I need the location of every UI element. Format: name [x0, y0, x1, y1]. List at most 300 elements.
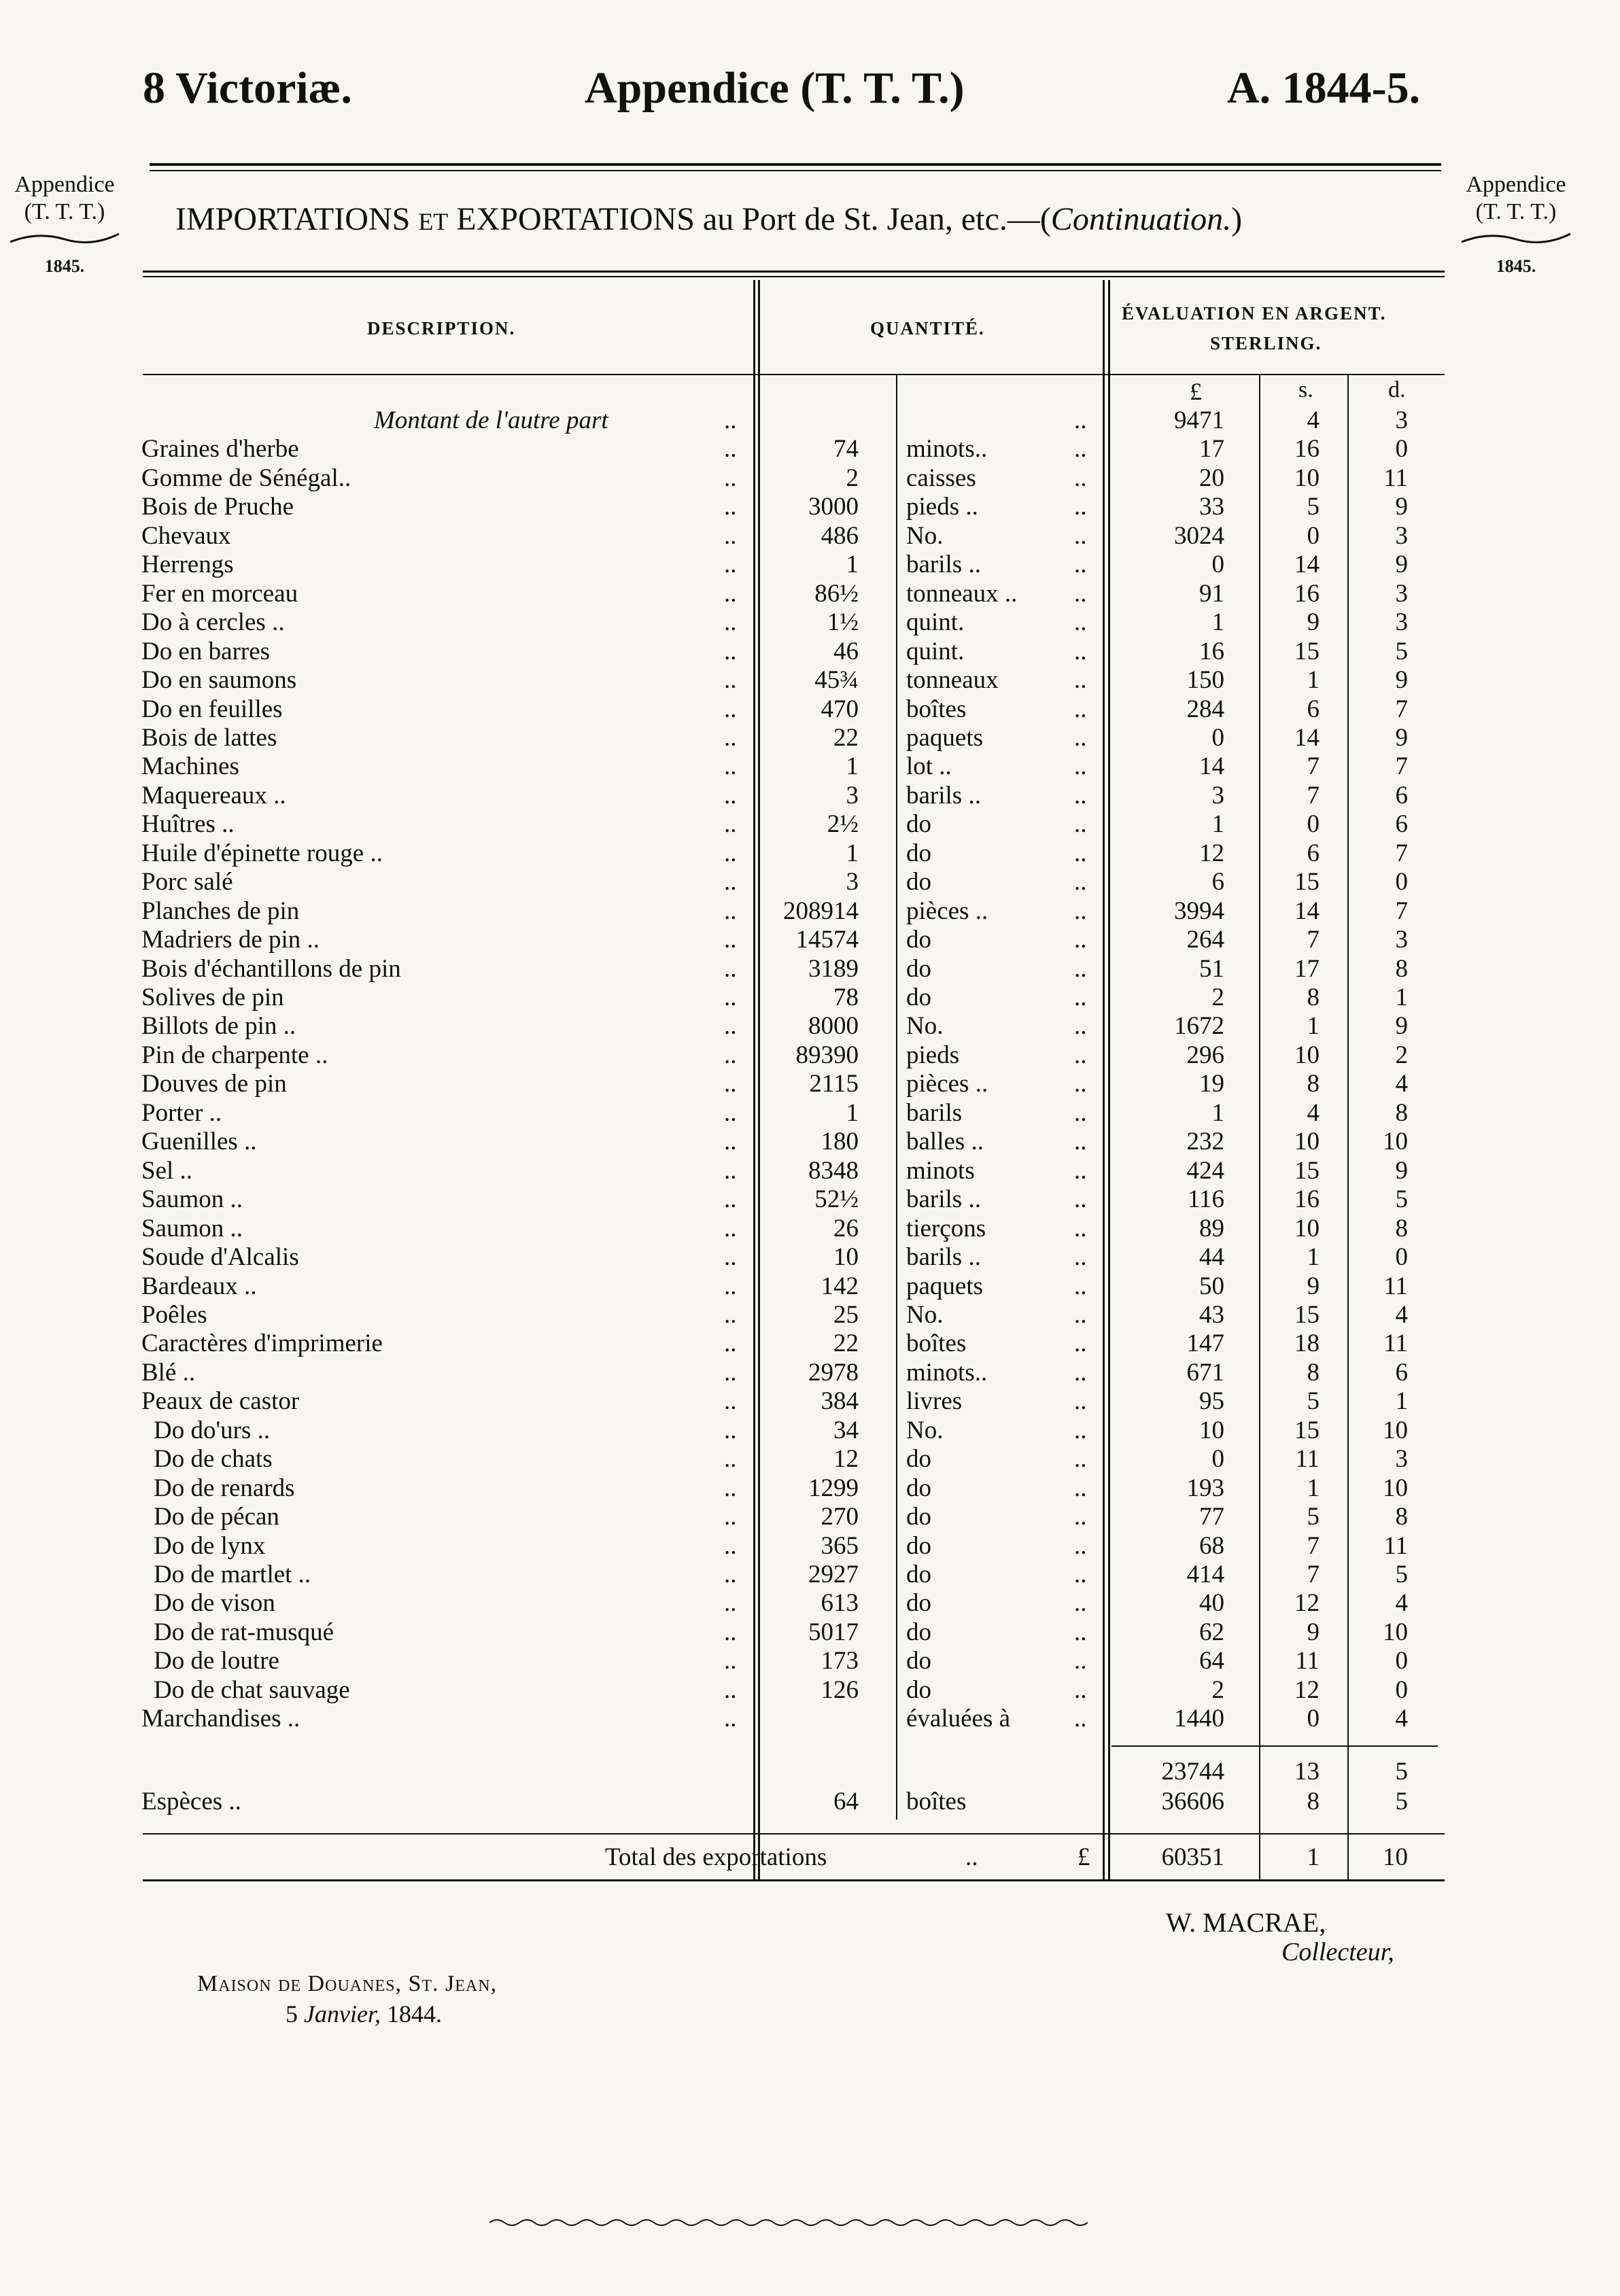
place-line1: Maison de Douanes, St. Jean, — [197, 1971, 498, 1996]
row-pounds: 1 — [1211, 810, 1224, 838]
row-description: Do de renards — [154, 1474, 295, 1502]
row-unit: barils .. — [906, 1185, 981, 1213]
total-rule-top — [143, 1833, 1445, 1834]
especes-shillings: 8 — [1307, 1788, 1320, 1815]
table-row — [0, 435, 1620, 464]
row-leader-dots: .. — [724, 464, 737, 492]
row-leader-dots: .. — [724, 666, 737, 694]
row-pounds: 20 — [1199, 464, 1224, 492]
row-pounds: 14 — [1199, 752, 1224, 780]
row-pence: 9 — [1395, 1157, 1408, 1185]
row-leader-dots: .. — [724, 839, 737, 867]
swash-icon — [7, 230, 122, 246]
row-pence: 3 — [1395, 608, 1408, 636]
row-pence: 11 — [1383, 1329, 1408, 1357]
row-shillings: 8 — [1307, 1070, 1320, 1098]
table-row — [0, 1099, 1620, 1128]
row-unit: No. — [906, 1416, 944, 1444]
table-row — [0, 1243, 1620, 1272]
shillings-heading: s. — [1298, 377, 1313, 402]
row-leader-dots: .. — [724, 580, 737, 608]
row-pounds: 3024 — [1174, 522, 1224, 550]
row-description: Huile d'épinette rouge .. — [141, 839, 383, 867]
row-leader-dots: .. — [1074, 695, 1087, 723]
row-description: Chevaux — [141, 522, 231, 550]
title-part2: EXPORTATIONS au Port de St. Jean, etc.—( — [456, 201, 1051, 237]
title-rule — [143, 271, 1445, 273]
row-pence: 11 — [1383, 464, 1408, 492]
row-pence: 7 — [1395, 839, 1408, 867]
row-leader-dots: .. — [1074, 1215, 1087, 1242]
row-pounds: 0 — [1211, 551, 1224, 578]
row-pounds: 64 — [1199, 1647, 1224, 1675]
side-label-text: Appendice — [1466, 172, 1566, 197]
row-pence: 0 — [1395, 868, 1408, 896]
row-quantity: 25 — [833, 1301, 859, 1329]
row-quantity: 2927 — [808, 1561, 859, 1588]
row-leader-dots: .. — [1074, 551, 1087, 578]
row-pounds: 12 — [1199, 839, 1224, 867]
column-description: DESCRIPTION. — [367, 318, 516, 338]
row-unit: No. — [906, 1012, 944, 1040]
row-leader-dots: .. — [724, 782, 737, 810]
row-leader-dots: .. — [724, 1676, 737, 1704]
title-continuation: Continuation. — [1050, 201, 1232, 237]
table-row — [0, 1474, 1620, 1503]
row-description: Do en saumons — [141, 666, 297, 694]
table-row — [0, 782, 1620, 810]
row-leader-dots: .. — [1074, 782, 1087, 810]
table-row — [0, 1561, 1620, 1589]
row-quantity: 2½ — [827, 810, 859, 838]
pence-heading: d. — [1388, 377, 1406, 402]
row-pounds: 95 — [1199, 1387, 1224, 1415]
row-shillings: 9 — [1307, 608, 1320, 636]
row-pounds: 3 — [1211, 782, 1224, 810]
row-leader-dots: .. — [1074, 608, 1087, 636]
row-pence: 7 — [1395, 695, 1408, 723]
row-shillings: 5 — [1307, 493, 1320, 521]
row-pounds: 19 — [1199, 1070, 1224, 1098]
row-shillings: 15 — [1294, 1157, 1320, 1185]
row-pounds: 1 — [1211, 608, 1224, 636]
row-description: Planches de pin — [141, 897, 300, 925]
table-row — [0, 1647, 1620, 1675]
row-pounds: 3994 — [1174, 897, 1224, 925]
row-quantity: 180 — [821, 1128, 859, 1155]
row-pence: 5 — [1395, 1185, 1408, 1213]
row-pounds: 232 — [1186, 1128, 1224, 1155]
row-shillings: 5 — [1307, 1387, 1320, 1415]
row-quantity: 10 — [833, 1243, 859, 1271]
row-unit: do — [906, 1474, 931, 1502]
colhead-rule — [143, 374, 1445, 375]
row-quantity: 142 — [821, 1272, 859, 1300]
row-shillings: 5 — [1307, 1503, 1320, 1531]
row-leader-dots: .. — [724, 406, 737, 434]
row-leader-dots: .. — [1074, 1070, 1087, 1098]
row-quantity: 3000 — [808, 493, 859, 521]
especes-desc: Espèces .. — [141, 1788, 241, 1815]
row-pounds: 1672 — [1174, 1012, 1224, 1040]
row-pence: 4 — [1395, 1589, 1408, 1617]
table-row — [0, 608, 1620, 637]
column-quantite: QUANTITÉ. — [870, 318, 985, 338]
row-description: Peaux de castor — [141, 1387, 300, 1415]
row-unit: caisses — [906, 464, 976, 492]
especes-pence: 5 — [1395, 1788, 1408, 1815]
row-leader-dots: .. — [1074, 464, 1087, 492]
swash-icon — [1458, 230, 1574, 246]
row-quantity: 2 — [846, 464, 859, 492]
row-description: Do de chat sauvage — [154, 1676, 350, 1704]
row-leader-dots: .. — [1074, 580, 1087, 608]
row-description: Do de loutre — [154, 1647, 279, 1675]
row-leader-dots: .. — [1074, 638, 1087, 665]
row-leader-dots: .. — [1074, 1272, 1087, 1300]
row-pence: 11 — [1383, 1272, 1408, 1300]
row-pence: 11 — [1383, 1532, 1408, 1560]
row-leader-dots: .. — [724, 695, 737, 723]
row-description: Porc salé — [141, 868, 233, 896]
row-pence: 10 — [1383, 1474, 1408, 1502]
row-unit: pieds — [906, 1041, 960, 1069]
row-quantity: 8000 — [808, 1012, 859, 1040]
row-quantity: 14574 — [795, 926, 859, 954]
row-leader-dots: .. — [1074, 955, 1087, 983]
row-pence: 6 — [1395, 810, 1408, 838]
table-row — [0, 897, 1620, 926]
row-pence: 3 — [1395, 522, 1408, 550]
row-leader-dots: .. — [724, 1157, 737, 1185]
row-pounds: 0 — [1211, 1445, 1224, 1473]
row-description: Do de chats — [154, 1445, 273, 1473]
subtotal-pence: 5 — [1395, 1758, 1408, 1786]
row-pounds: 671 — [1186, 1359, 1224, 1387]
row-leader-dots: .. — [1074, 1503, 1087, 1531]
row-leader-dots: .. — [1074, 493, 1087, 521]
row-unit: balles .. — [906, 1128, 984, 1155]
row-pence: 10 — [1383, 1128, 1408, 1155]
row-description: Machines — [141, 752, 239, 780]
row-description: Poêles — [141, 1301, 207, 1329]
row-leader-dots: .. — [724, 1705, 737, 1733]
row-description: Blé .. — [141, 1359, 196, 1387]
row-quantity: 89390 — [795, 1041, 859, 1069]
row-unit: minots.. — [906, 435, 988, 463]
side-label-right — [1451, 171, 1581, 280]
row-shillings: 7 — [1307, 1561, 1320, 1588]
row-description: Bois d'échantillons de pin — [141, 955, 401, 983]
table-row — [0, 1387, 1620, 1416]
row-leader-dots: .. — [724, 1041, 737, 1069]
row-leader-dots: .. — [724, 1532, 737, 1560]
row-leader-dots: .. — [724, 435, 737, 463]
row-unit: paquets — [906, 1272, 984, 1300]
row-quantity: 3189 — [808, 955, 859, 983]
row-leader-dots: .. — [1074, 868, 1087, 896]
table-row — [0, 406, 1620, 435]
table-row — [0, 1301, 1620, 1329]
total-currency: £ — [1078, 1843, 1090, 1871]
table-row — [0, 1359, 1620, 1387]
row-shillings: 14 — [1294, 897, 1320, 925]
row-description: Bois de lattes — [141, 724, 277, 752]
title-part1: IMPORTATIONS — [175, 201, 411, 237]
table-row — [0, 868, 1620, 897]
row-leader-dots: .. — [724, 955, 737, 983]
row-description: Bardeaux .. — [141, 1272, 257, 1300]
table-row — [0, 984, 1620, 1012]
row-leader-dots: .. — [1074, 1445, 1087, 1473]
top-rule — [150, 163, 1441, 166]
row-leader-dots: .. — [724, 1099, 737, 1127]
table-row — [0, 1503, 1620, 1531]
table-row — [0, 464, 1620, 493]
row-shillings: 6 — [1307, 839, 1320, 867]
row-pence: 9 — [1395, 666, 1408, 694]
table-row — [0, 1445, 1620, 1474]
row-description: Huîtres .. — [141, 810, 235, 838]
row-pounds: 147 — [1186, 1329, 1224, 1357]
row-leader-dots: .. — [724, 868, 737, 896]
table-row — [0, 1416, 1620, 1445]
row-shillings: 1 — [1307, 666, 1320, 694]
row-leader-dots: .. — [724, 1215, 737, 1242]
row-quantity: 1 — [846, 839, 859, 867]
row-unit: do — [906, 868, 931, 896]
row-description: Sel .. — [141, 1157, 193, 1185]
row-leader-dots: .. — [724, 724, 737, 752]
column-sterling: STERLING. — [1210, 333, 1322, 353]
row-description: Madriers de pin .. — [141, 926, 320, 954]
row-description: Marchandises .. — [141, 1705, 300, 1733]
row-unit: minots.. — [906, 1359, 988, 1387]
date-year: 1844. — [386, 2000, 442, 2028]
row-shillings: 16 — [1294, 435, 1320, 463]
row-unit: do — [906, 1676, 931, 1704]
row-leader-dots: .. — [1074, 1561, 1087, 1588]
row-description: Graines d'herbe — [141, 435, 299, 463]
row-unit: do — [906, 1589, 931, 1617]
row-pounds: 2 — [1211, 1676, 1224, 1704]
row-leader-dots: .. — [1074, 406, 1087, 434]
header-right: A. 1844-5. — [1227, 63, 1421, 113]
row-pence: 8 — [1395, 955, 1408, 983]
row-leader-dots: .. — [1074, 1012, 1087, 1040]
row-quantity: 86½ — [814, 580, 859, 608]
row-pounds: 264 — [1186, 926, 1224, 954]
table-row — [0, 1070, 1620, 1098]
row-quantity: 613 — [821, 1589, 859, 1617]
row-pence: 7 — [1395, 752, 1408, 780]
row-quantity: 384 — [821, 1387, 859, 1415]
row-leader-dots: .. — [1074, 522, 1087, 550]
row-leader-dots: .. — [724, 810, 737, 838]
side-label-text: Appendice — [14, 172, 115, 197]
row-quantity: 12 — [833, 1445, 859, 1473]
row-unit: minots — [906, 1157, 975, 1185]
row-leader-dots: .. — [724, 897, 737, 925]
row-unit: do — [906, 1561, 931, 1588]
row-unit: do — [906, 1445, 931, 1473]
row-description: Gomme de Sénégal.. — [141, 464, 351, 492]
row-unit: pièces .. — [906, 897, 988, 925]
total-label: Total des exportations — [605, 1843, 827, 1871]
row-shillings: 16 — [1294, 1185, 1320, 1213]
row-quantity: 208914 — [783, 897, 859, 925]
side-label-year: 1845. — [1496, 256, 1536, 276]
row-leader-dots: .. — [1074, 897, 1087, 925]
row-leader-dots: .. — [724, 1445, 737, 1473]
row-shillings: 1 — [1307, 1243, 1320, 1271]
row-description: Do de vison — [154, 1589, 275, 1617]
row-pounds: 414 — [1186, 1561, 1224, 1588]
row-unit: lot .. — [906, 752, 952, 780]
table-row — [0, 551, 1620, 579]
row-pounds: 91 — [1199, 580, 1224, 608]
row-shillings: 12 — [1294, 1589, 1320, 1617]
row-shillings: 6 — [1307, 695, 1320, 723]
row-leader-dots: .. — [1074, 1647, 1087, 1675]
row-shillings: 1 — [1307, 1012, 1320, 1040]
row-unit: No. — [906, 1301, 944, 1329]
row-description: Saumon .. — [141, 1185, 243, 1213]
row-leader-dots: .. — [1074, 1705, 1087, 1733]
row-leader-dots: .. — [1074, 926, 1087, 954]
row-shillings: 18 — [1294, 1329, 1320, 1357]
table-row — [0, 1157, 1620, 1185]
row-shillings: 10 — [1294, 464, 1320, 492]
row-leader-dots: .. — [1074, 435, 1087, 463]
header-left: 8 Victoriæ. — [143, 63, 352, 113]
row-leader-dots: .. — [724, 1128, 737, 1155]
row-description: Douves de pin — [141, 1070, 287, 1098]
row-shillings: 7 — [1307, 926, 1320, 954]
table-row — [0, 666, 1620, 695]
signature-name: W. MACRAE, — [1166, 1907, 1326, 1938]
row-leader-dots: .. — [1074, 1532, 1087, 1560]
row-leader-dots: .. — [724, 1012, 737, 1040]
row-quantity: 45¾ — [814, 666, 859, 694]
row-description: Do de lynx — [154, 1532, 266, 1560]
row-description: Bois de Pruche — [141, 493, 294, 521]
row-leader-dots: .. — [724, 1503, 737, 1531]
row-leader-dots: .. — [1074, 1387, 1087, 1415]
row-pounds: 1440 — [1174, 1705, 1224, 1733]
row-leader-dots: .. — [1074, 839, 1087, 867]
row-description: Guenilles .. — [141, 1128, 257, 1155]
row-leader-dots: .. — [724, 1329, 737, 1357]
top-rule-thin — [150, 170, 1441, 171]
row-leader-dots: .. — [724, 608, 737, 636]
row-unit: quint. — [906, 638, 965, 665]
subtotal-row — [0, 1758, 1620, 1786]
row-quantity: 3 — [846, 782, 859, 810]
row-pence: 10 — [1383, 1416, 1408, 1444]
table-row — [0, 955, 1620, 984]
row-shillings: 0 — [1307, 1705, 1320, 1733]
row-unit: barils .. — [906, 551, 981, 578]
table-row — [0, 1272, 1620, 1301]
table-row — [0, 493, 1620, 521]
row-leader-dots: .. — [1074, 666, 1087, 694]
row-pence: 4 — [1395, 1705, 1408, 1733]
row-pounds: 50 — [1199, 1272, 1224, 1300]
row-quantity: 270 — [821, 1503, 859, 1531]
table-row — [0, 1041, 1620, 1070]
table-row — [0, 839, 1620, 868]
row-leader-dots: .. — [724, 1359, 737, 1387]
row-pence: 8 — [1395, 1503, 1408, 1531]
row-pounds: 68 — [1199, 1532, 1224, 1560]
row-quantity: 46 — [833, 638, 859, 665]
row-pounds: 33 — [1199, 493, 1224, 521]
row-description: Soude d'Alcalis — [141, 1243, 299, 1271]
row-leader-dots: .. — [1074, 1041, 1087, 1069]
row-quantity: 486 — [821, 522, 859, 550]
row-description: Montant de l'autre part — [374, 406, 608, 434]
row-quantity: 78 — [833, 984, 859, 1011]
row-description: Saumon .. — [141, 1215, 243, 1242]
row-leader-dots: .. — [724, 1416, 737, 1444]
title-close: ) — [1231, 201, 1243, 237]
row-quantity: 1½ — [827, 608, 859, 636]
subtotal-rule — [1111, 1745, 1438, 1747]
row-description: Fer en morceau — [141, 580, 298, 608]
row-unit: barils — [906, 1099, 963, 1127]
table-row — [0, 1012, 1620, 1041]
row-description: Do de pécan — [154, 1503, 279, 1531]
row-leader-dots: .. — [724, 522, 737, 550]
row-pence: 3 — [1395, 580, 1408, 608]
row-pence: 7 — [1395, 897, 1408, 925]
row-pence: 0 — [1395, 1243, 1408, 1271]
table-row — [0, 580, 1620, 608]
row-shillings: 10 — [1294, 1041, 1320, 1069]
row-quantity: 1299 — [808, 1474, 859, 1502]
row-leader-dots: .. — [1074, 1618, 1087, 1646]
row-leader-dots: .. — [724, 1272, 737, 1300]
row-shillings: 9 — [1307, 1272, 1320, 1300]
row-quantity: 173 — [821, 1647, 859, 1675]
row-leader-dots: .. — [1074, 1676, 1087, 1704]
table-row — [0, 926, 1620, 954]
row-shillings: 7 — [1307, 1532, 1320, 1560]
row-shillings: 0 — [1307, 810, 1320, 838]
table-row — [0, 1128, 1620, 1156]
row-pence: 8 — [1395, 1099, 1408, 1127]
table-row — [0, 1532, 1620, 1561]
row-unit: boîtes — [906, 1329, 967, 1357]
table-row — [0, 810, 1620, 839]
row-pounds: 40 — [1199, 1589, 1224, 1617]
row-pounds: 17 — [1199, 435, 1224, 463]
row-pounds: 77 — [1199, 1503, 1224, 1531]
row-unit: quint. — [906, 608, 965, 636]
row-pence: 3 — [1395, 1445, 1408, 1473]
row-leader-dots: .. — [1074, 984, 1087, 1011]
row-quantity: 470 — [821, 695, 859, 723]
row-unit: do — [906, 839, 931, 867]
row-leader-dots: .. — [724, 984, 737, 1011]
row-quantity: 365 — [821, 1532, 859, 1560]
side-label-sub: (T. T. T.) — [24, 199, 105, 224]
row-unit: do — [906, 955, 931, 983]
row-description: Do en feuilles — [141, 695, 283, 723]
row-shillings: 15 — [1294, 868, 1320, 896]
row-description: Do do'urs .. — [154, 1416, 271, 1444]
